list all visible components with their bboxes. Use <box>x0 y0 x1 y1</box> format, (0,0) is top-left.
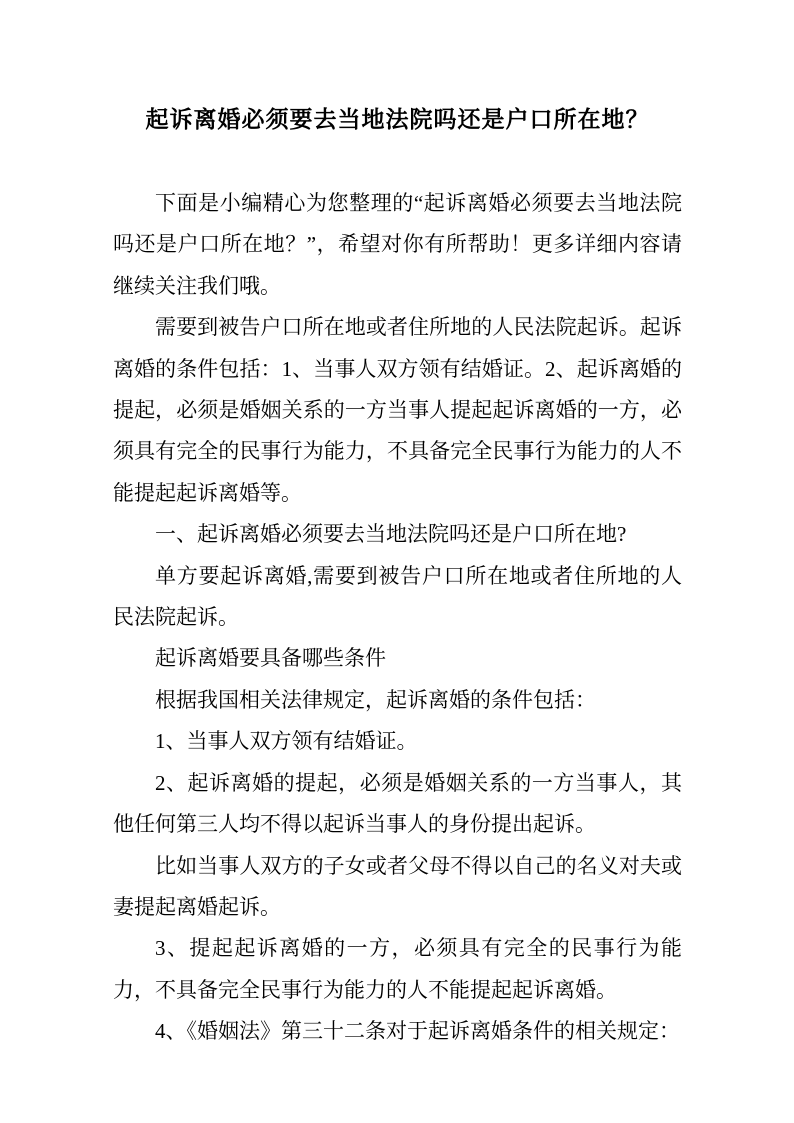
paragraph-condition-2: 2、起诉离婚的提起，必须是婚姻关系的一方当事人，其他任何第三人均不得以起诉当事人的身份提出起诉。 <box>113 770 682 837</box>
paragraph-answer: 单方要起诉离婚,需要到被告户口所在地或者住所地的人民法院起诉。 <box>113 563 682 630</box>
paragraph-intro: 下面是小编精心为您整理的“起诉离婚必须要去当地法院吗还是户口所在地？”，希望对你有所帮助！更多详细内容请继续关注我们哦。 <box>113 191 682 298</box>
paragraph-example: 比如当事人双方的子女或者父母不得以自己的名义对夫或妻提起离婚起诉。 <box>113 853 682 919</box>
paragraph-heading-1: 一、起诉离婚必须要去当地法院吗还是户口所在地? <box>155 522 627 547</box>
paragraph-law-basis: 根据我国相关法律规定，起诉离婚的条件包括： <box>155 687 596 712</box>
paragraph-subheading: 起诉离婚要具备哪些条件 <box>155 646 386 671</box>
paragraph-condition-1: 1、当事人双方领有结婚证。 <box>155 729 418 754</box>
paragraph-condition-4: 4、《婚姻法》第三十二条对于起诉离婚条件的相关规定： <box>155 1019 680 1044</box>
document-title: 起诉离婚必须要去当地法院吗还是户口所在地？ <box>145 107 650 132</box>
paragraph-summary: 需要到被告户口所在地或者住所地的人民法院起诉。起诉离婚的条件包括：1、当事人双方领有结婚证。2、起诉离婚的提起，必须是婚姻关系的一方当事人提起起诉离婚的一方，必须具有完全的民事行为能力，不具备完全民事行为能力的人不能提起起诉离婚等。 <box>113 315 682 505</box>
document-body <box>113 183 682 1053</box>
paragraph-condition-3: 3、提起起诉离婚的一方，必须具有完全的民事行为能力，不具备完全民事行为能力的人不能提起起诉离婚。 <box>113 936 682 1002</box>
